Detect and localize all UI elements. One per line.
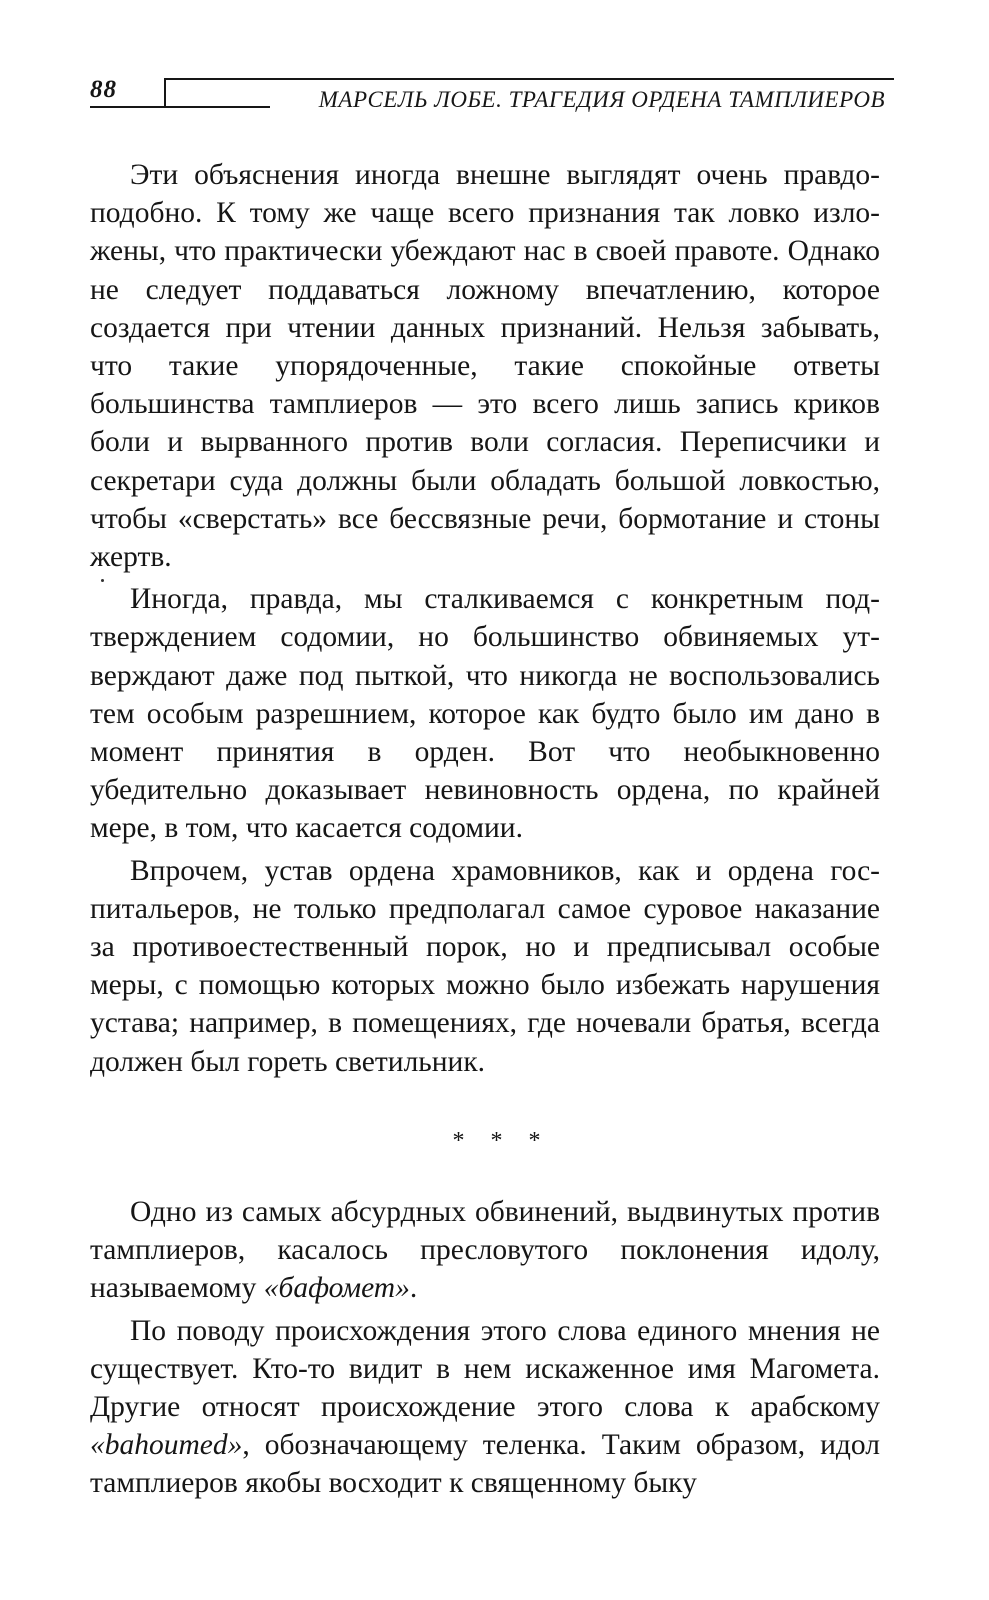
body-text-section-1	[90, 156, 880, 1081]
header-rule-top	[164, 78, 894, 80]
print-speck	[101, 579, 104, 582]
paragraph: Иногда, правда, мы сталкиваемся с конкретным подтверждением содомии, но большинство обвиняемых утверждают даже под пыткой, что никогда не воспользовались тем особым разрешнием, которое как будто было им дано в момент принятия в орден. Вот что необыкновенно убедительно доказывает невиновность ордена, по крайней мере, в том, что касается содомии.	[90, 583, 880, 845]
running-title: МАРСЕЛЬ ЛОБЕ. ТРАГЕДИЯ ОРДЕНА ТАМПЛИЕРОВ	[318, 87, 885, 112]
paragraph	[90, 1193, 880, 1308]
text-run: .	[409, 1272, 418, 1305]
header-rule-tick	[164, 78, 166, 108]
paragraph	[90, 1312, 880, 1503]
italic-term: «бафомет»	[263, 1272, 410, 1305]
body-text-section-2	[90, 1193, 880, 1503]
paragraph: Эти объяснения иногда внешне выглядят очень правдоподобно. К тому же чаще всего признания так ловко изложены, что практически убеждают нас в своей правоте. Однако не следует поддаваться ложному впечатлению, которое создается при чтении данных признаний. Нельзя забывать, что такие упорядоченные, такие спокойные ответы большинства тамплиеров — это всего лишь запись криков боли и вырванного против воли согласия. Переписчики и секретари суда должны были обладать большой ловкостью, чтобы «сверстать» все бессвязные речи, бормотание и стоны жертв.	[90, 159, 880, 574]
italic-term: «bahoumed»	[90, 1429, 243, 1462]
page-number: 88	[90, 76, 117, 103]
header-rule-left	[90, 106, 270, 108]
running-header	[90, 72, 885, 122]
text-run: , обозначающему теленка. Таким образом, идол тамплиеров якобы восходит к священному быку	[90, 1429, 880, 1500]
text-run: Одно из самых абсурдных обвинений, выдвинутых против тамплиеров, касалось пресловутого поклонения идолу, называемому	[90, 1196, 880, 1305]
text-run: По поводу происхождения этого слова единого мнения не существует. Кто-то видит в нем искаженное имя Магомета. Другие относят происхождение этого слова к арабскому	[90, 1314, 880, 1424]
section-separator: * * *	[452, 1128, 551, 1154]
paragraph: Впрочем, устав ордена храмовников, как и ордена госпитальеров, не только предполагал самое суровое наказание за противоестественный порок, но и предписывал особые меры, с помощью которых можно было избежать нарушения устава; например, в помещениях, где ночевали братья, всегда должен был гореть светильник.	[90, 854, 880, 1078]
